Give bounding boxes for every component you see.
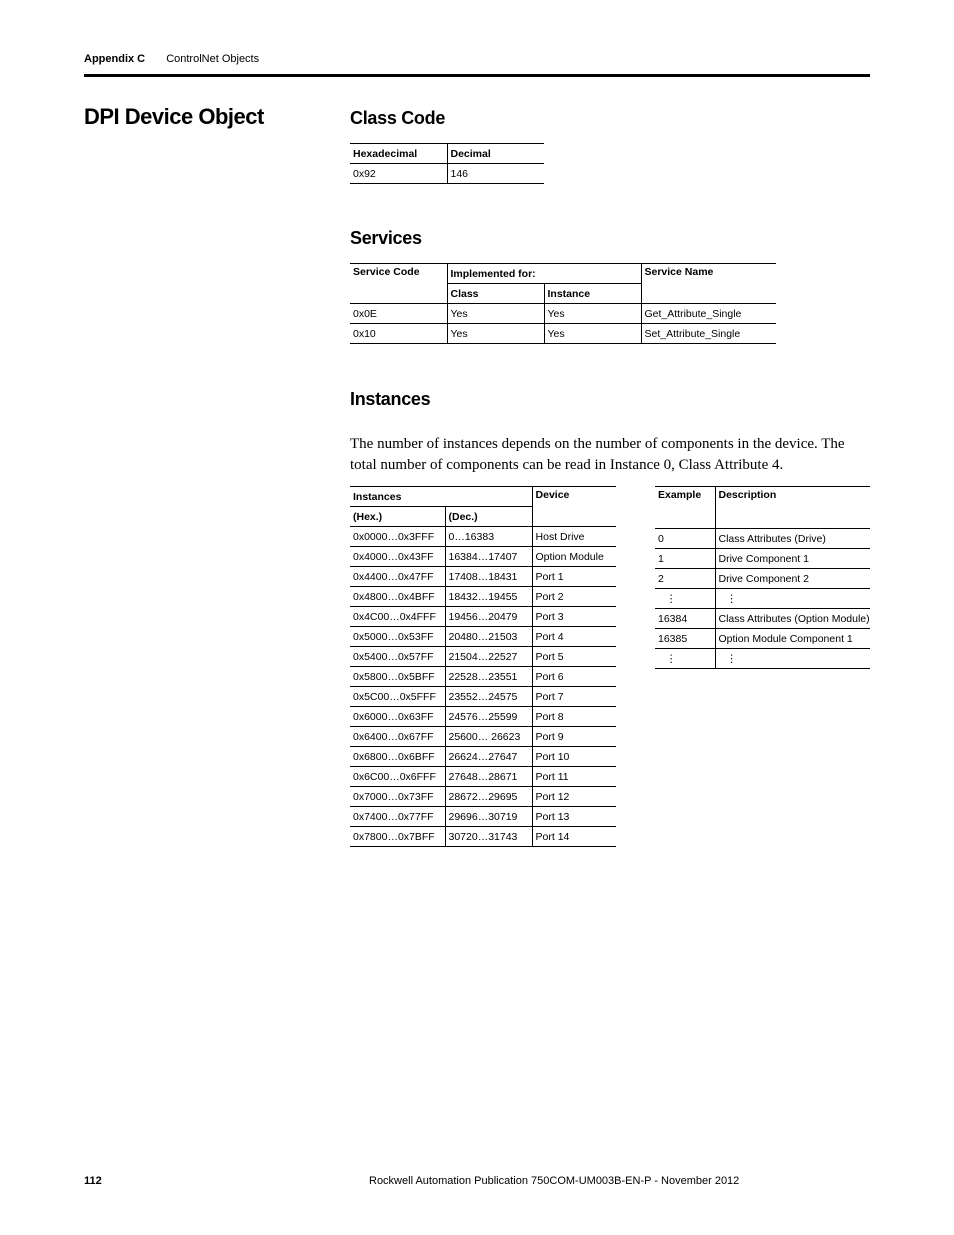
cell-dec-range: 17408…18431 — [445, 567, 532, 587]
publication-info: Rockwell Automation Publication 750COM-UM003B-EN-P - November 2012 — [369, 1175, 740, 1187]
cell-dec-range: 26624…27647 — [445, 747, 532, 767]
table-row — [350, 807, 616, 827]
cell-description — [715, 649, 870, 669]
class-code-header-row — [350, 144, 544, 164]
col-device: Device — [532, 487, 616, 527]
table-row — [350, 747, 616, 767]
cell-dec-range: 21504…22527 — [445, 647, 532, 667]
cell-hex: 0x92 — [350, 164, 447, 184]
table-row — [350, 164, 544, 184]
services-table — [350, 263, 776, 344]
cell-class: Yes — [447, 304, 544, 324]
table-row — [655, 629, 870, 649]
cell-example — [655, 649, 715, 669]
instances-heading: Instances — [350, 389, 431, 409]
cell-example: 1 — [655, 549, 715, 569]
cell-hex-range: 0x0000…0x3FFF — [350, 527, 445, 547]
cell-device: Port 14 — [532, 827, 616, 847]
col-implemented-for: Implemented for: — [447, 264, 641, 284]
table-row — [350, 687, 616, 707]
cell-device: Port 8 — [532, 707, 616, 727]
cell-device: Port 4 — [532, 627, 616, 647]
cell-dec-range: 23552…24575 — [445, 687, 532, 707]
page-title: DPI Device Object — [84, 104, 264, 129]
cell-instance: Yes — [544, 324, 641, 344]
col-hexadecimal: Hexadecimal — [350, 144, 447, 164]
cell-dec-range: 27648…28671 — [445, 767, 532, 787]
instances-paragraph: The number of instances depends on the number of components in the device. The total number of components can be read in Instance 0, Class Attribute 4. — [350, 436, 845, 473]
cell-dec-range: 16384…17407 — [445, 547, 532, 567]
services-heading: Services — [350, 228, 422, 248]
cell-device: Option Module — [532, 547, 616, 567]
table-row — [655, 609, 870, 629]
table-row — [350, 667, 616, 687]
services-header-row — [350, 264, 776, 284]
col-hex: (Hex.) — [350, 507, 445, 527]
cell-device: Port 9 — [532, 727, 616, 747]
cell-dec-range: 22528…23551 — [445, 667, 532, 687]
cell-service-name: Set_Attribute_Single — [641, 324, 776, 344]
table-row — [655, 589, 870, 609]
table-row — [350, 527, 616, 547]
instances-header-row — [350, 487, 616, 507]
cell-description: Class Attributes (Option Module) — [715, 609, 870, 629]
cell-device: Port 7 — [532, 687, 616, 707]
chapter-title: ControlNet Objects — [166, 53, 260, 65]
cell-example — [655, 589, 715, 609]
table-row — [350, 587, 616, 607]
cell-description — [715, 589, 870, 609]
cell-device: Port 6 — [532, 667, 616, 687]
table-row — [350, 547, 616, 567]
cell-dec-range: 28672…29695 — [445, 787, 532, 807]
class-code-heading: Class Code — [350, 108, 446, 128]
cell-example: 0 — [655, 529, 715, 549]
cell-hex-range: 0x5C00…0x5FFF — [350, 687, 445, 707]
cell-hex-range: 0x4400…0x47FF — [350, 567, 445, 587]
table-row — [350, 787, 616, 807]
class-code-table — [350, 143, 544, 184]
cell-device: Port 11 — [532, 767, 616, 787]
cell-example: 16384 — [655, 609, 715, 629]
table-row — [350, 707, 616, 727]
cell-hex-range: 0x7000…0x73FF — [350, 787, 445, 807]
cell-service-name: Get_Attribute_Single — [641, 304, 776, 324]
table-row — [350, 567, 616, 587]
cell-dec-range: 19456…20479 — [445, 607, 532, 627]
col-service-name: Service Name — [641, 264, 776, 304]
cell-hex-range: 0x7400…0x77FF — [350, 807, 445, 827]
cell-device: Host Drive — [532, 527, 616, 547]
table-row — [350, 304, 776, 324]
examples-header-row — [655, 487, 870, 529]
table-row — [350, 324, 776, 344]
cell-hex-range: 0x6000…0x63FF — [350, 707, 445, 727]
col-instances: Instances — [350, 487, 532, 507]
table-row — [655, 569, 870, 589]
table-row — [350, 827, 616, 847]
cell-dec-range: 18432…19455 — [445, 587, 532, 607]
cell-service-code: 0x10 — [350, 324, 447, 344]
cell-device: Port 10 — [532, 747, 616, 767]
cell-device: Port 3 — [532, 607, 616, 627]
cell-description: Class Attributes (Drive) — [715, 529, 870, 549]
cell-hex-range: 0x7800…0x7BFF — [350, 827, 445, 847]
cell-description: Drive Component 1 — [715, 549, 870, 569]
page-number: 112 — [84, 1175, 102, 1187]
col-service-code: Service Code — [350, 264, 447, 304]
table-row — [655, 549, 870, 569]
table-row — [350, 647, 616, 667]
running-header — [84, 53, 259, 65]
cell-class: Yes — [447, 324, 544, 344]
cell-dec-range: 25600… 26623 — [445, 727, 532, 747]
col-example: Example — [655, 487, 715, 529]
table-row — [655, 529, 870, 549]
cell-hex-range: 0x4C00…0x4FFF — [350, 607, 445, 627]
table-row — [350, 727, 616, 747]
cell-dec-range: 0…16383 — [445, 527, 532, 547]
instances-table — [350, 486, 616, 847]
appendix-label: Appendix C — [84, 53, 146, 65]
cell-hex-range: 0x5800…0x5BFF — [350, 667, 445, 687]
col-description: Description — [715, 487, 870, 529]
cell-instance: Yes — [544, 304, 641, 324]
cell-device: Port 5 — [532, 647, 616, 667]
cell-dec-range: 30720…31743 — [445, 827, 532, 847]
cell-device: Port 1 — [532, 567, 616, 587]
col-class: Class — [447, 284, 544, 304]
cell-hex-range: 0x5400…0x57FF — [350, 647, 445, 667]
cell-hex-range: 0x5000…0x53FF — [350, 627, 445, 647]
cell-hex-range: 0x6C00…0x6FFF — [350, 767, 445, 787]
cell-device: Port 13 — [532, 807, 616, 827]
ellipsis: ⋮ — [726, 592, 737, 605]
table-row — [350, 767, 616, 787]
cell-dec-range: 20480…21503 — [445, 627, 532, 647]
cell-description: Option Module Component 1 — [715, 629, 870, 649]
cell-hex-range: 0x4800…0x4BFF — [350, 587, 445, 607]
cell-example: 16385 — [655, 629, 715, 649]
table-row — [655, 649, 870, 669]
examples-table — [655, 486, 870, 669]
cell-dec-range: 29696…30719 — [445, 807, 532, 827]
col-dec: (Dec.) — [445, 507, 532, 527]
cell-service-code: 0x0E — [350, 304, 447, 324]
col-instance: Instance — [544, 284, 641, 304]
ellipsis: ⋮ — [726, 652, 737, 665]
ellipsis: ⋮ — [666, 652, 677, 665]
cell-hex-range: 0x6400…0x67FF — [350, 727, 445, 747]
col-decimal: Decimal — [447, 144, 544, 164]
cell-hex-range: 0x4000…0x43FF — [350, 547, 445, 567]
cell-device: Port 2 — [532, 587, 616, 607]
cell-dec-range: 24576…25599 — [445, 707, 532, 727]
table-row — [350, 627, 616, 647]
cell-example: 2 — [655, 569, 715, 589]
cell-hex-range: 0x6800…0x6BFF — [350, 747, 445, 767]
table-row — [350, 607, 616, 627]
ellipsis: ⋮ — [666, 592, 677, 605]
cell-dec: 146 — [447, 164, 544, 184]
cell-description: Drive Component 2 — [715, 569, 870, 589]
cell-device: Port 12 — [532, 787, 616, 807]
header-rule — [84, 74, 870, 77]
